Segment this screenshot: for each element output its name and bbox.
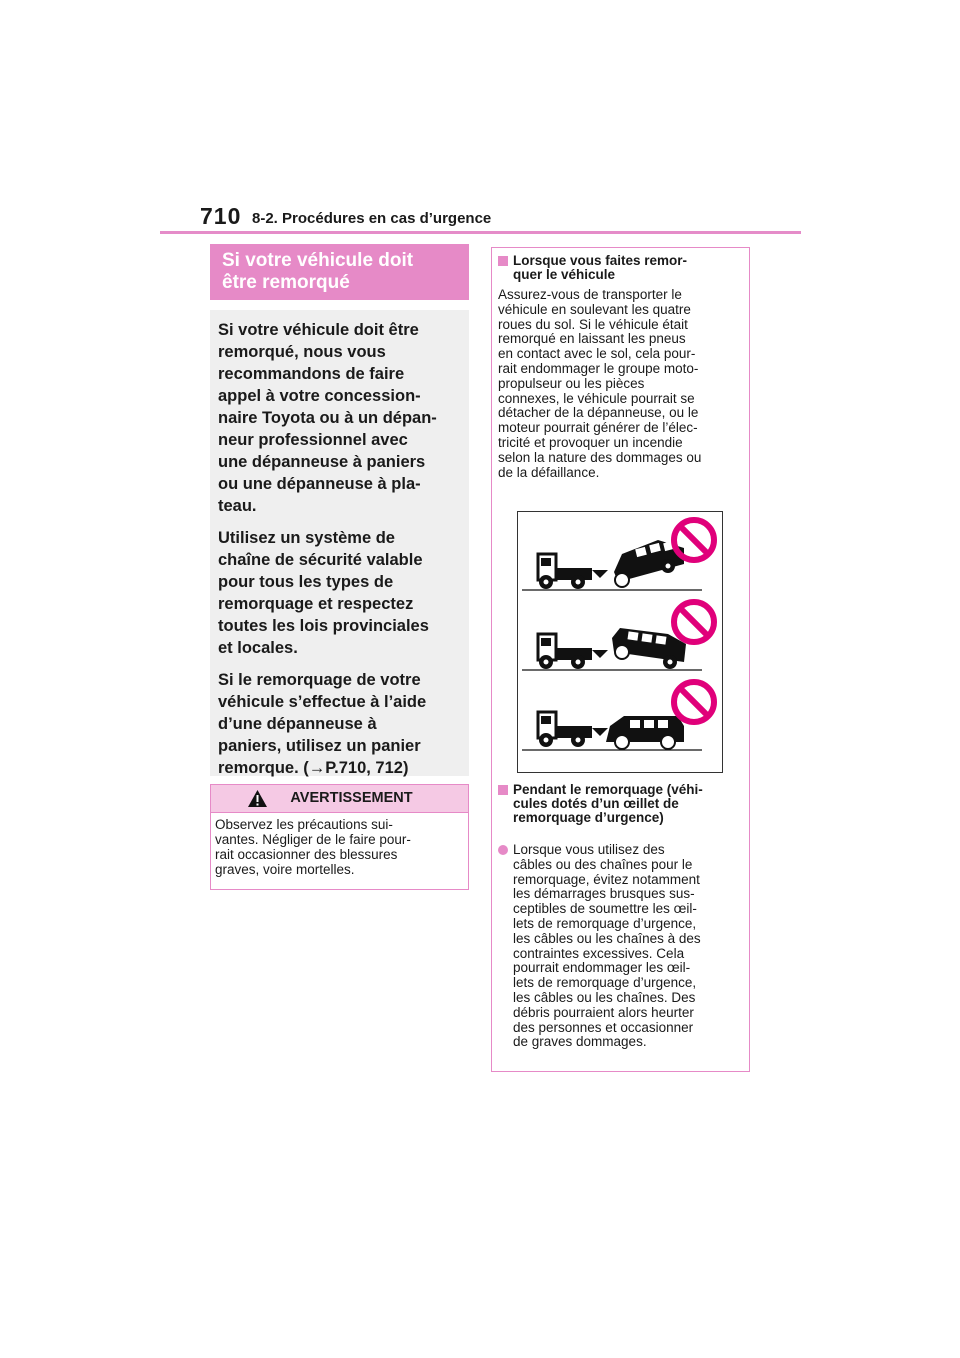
text-line: pourrait endommager les œil- [513, 960, 691, 976]
warning-label: AVERTISSEMENT [290, 790, 413, 806]
header-rule [160, 231, 801, 234]
section-heading-box [210, 244, 469, 300]
prohibited-icon [674, 682, 714, 722]
text-line: lets de remorquage d’urgence, [513, 975, 697, 991]
text-line: de graves dommages. [513, 1034, 647, 1050]
text-line: Si votre véhicule doit être [218, 321, 419, 339]
text-line: roues du sol. Si le véhicule était [498, 316, 688, 332]
tow-truck [538, 554, 608, 589]
text-line: remorqué en laissant les pneus [498, 331, 686, 347]
text-line: câbles ou des chaînes pour le [513, 856, 693, 872]
text-line: Assurez-vous de transporter le [498, 287, 682, 302]
section-heading-line: être remorqué [222, 272, 350, 293]
text-line: naire Toyota ou à un dépan- [218, 409, 437, 427]
towed-car [606, 716, 684, 749]
text-line: lets de remorquage d’urgence, [513, 915, 697, 931]
text-line: Observez les précautions sui- [215, 817, 393, 832]
text-line: contraintes excessives. Cela [513, 945, 685, 961]
bullet-item [498, 843, 748, 1050]
square-bullet-icon [498, 256, 508, 266]
warning-header [211, 785, 468, 813]
text-line: remorquage et respectez [218, 595, 414, 613]
text-line: de la défaillance. [498, 464, 600, 480]
text-line: ou une dépanneuse à pla- [218, 475, 421, 493]
text-line: pour tous les types de [218, 573, 394, 591]
text-line: des personnes et occasionner [513, 1019, 694, 1035]
text-line: et locales. [218, 639, 298, 657]
text-line: cules dotés d’un œillet de [513, 796, 679, 811]
prohibited-icon [674, 602, 714, 642]
text-line: ceptibles de soumettre les œil- [513, 901, 697, 917]
text-line: les câbles ou les chaînes à des [513, 930, 701, 946]
text-line: véhicule en soulevant les quatre [498, 301, 691, 317]
page-number: 710 [200, 203, 242, 229]
section-title: 8-2. Procédures en cas d’urgence [252, 210, 492, 227]
round-bullet-icon [498, 845, 508, 855]
text-line: d’une dépanneuse à [218, 715, 377, 733]
prohibited-icon [674, 520, 714, 560]
tow-truck [538, 634, 608, 669]
text-line: selon la nature des dommages ou [498, 449, 702, 465]
text-line: rait occasionner des blessures [215, 847, 398, 862]
text-line: en contact avec le sol, cela pour- [498, 346, 696, 362]
section-heading-line: Si votre véhicule doit [222, 250, 414, 271]
text-line: tricité et provoquer un incendie [498, 434, 683, 450]
intro-panel [210, 310, 469, 776]
intro-paragraph [218, 669, 459, 779]
text-line: remorquage, évitez notamment [513, 871, 700, 887]
subheading-towing [498, 254, 743, 282]
text-line: graves, voire mortelles. [215, 862, 355, 877]
text-line: Utilisez un système de [218, 529, 395, 547]
tow-truck [538, 712, 608, 747]
towing-notes-panel [491, 247, 750, 1072]
page-reference-link[interactable]: remorque. (→P.710, 712) [218, 759, 409, 777]
towing-prohibited-illustration [517, 511, 723, 773]
text-line: teau. [218, 497, 257, 515]
text-line: toutes les lois provinciales [218, 617, 429, 635]
text-line: détacher de la dépanneuse, ou le [498, 405, 699, 421]
intro-paragraph [218, 319, 459, 517]
square-bullet-icon [498, 785, 508, 795]
intro-paragraph [218, 527, 459, 659]
text-line: Lorsque vous faites remor- [513, 253, 688, 268]
text-line: Lorsque vous utilisez des [513, 842, 665, 857]
towing-illustration-svg [518, 512, 722, 772]
text-line: Pendant le remorquage (véhi- [513, 782, 703, 797]
text-line: remorqué, nous vous [218, 343, 386, 361]
text-line: appel à votre concession- [218, 387, 421, 405]
warning-box [210, 784, 469, 890]
text-line: paniers, utilisez un panier [218, 737, 421, 755]
text-line: chaîne de sécurité valable [218, 551, 423, 569]
text-line: quer le véhicule [513, 267, 616, 282]
towing-body-text [498, 288, 743, 480]
text-line: vantes. Négliger de le faire pour- [215, 832, 411, 847]
warning-text [211, 813, 468, 877]
warning-triangle-icon [247, 789, 268, 808]
text-line: neur professionnel avec [218, 431, 408, 449]
text-line: véhicule s’effectue à l’aide [218, 693, 427, 711]
text-line: rait endommager le groupe moto- [498, 360, 699, 376]
text-line: remorquage d’urgence) [513, 810, 664, 825]
text-line: les câbles ou les chaînes. Des [513, 989, 696, 1005]
text-line: une dépanneuse à paniers [218, 453, 426, 471]
text-line: recommandons de faire [218, 365, 405, 383]
text-line: connexes, le véhicule pourrait se [498, 390, 695, 406]
text-line: propulseur ou les pièces [498, 375, 645, 391]
text-line: débris pourraient alors heurter [513, 1004, 694, 1020]
text-line: moteur pourrait générer de l’élec- [498, 420, 698, 436]
text-line: les démarrages brusques sus- [513, 886, 695, 902]
text-line: Si le remorquage de votre [218, 671, 421, 689]
subheading-towing-eyelet [498, 783, 753, 825]
